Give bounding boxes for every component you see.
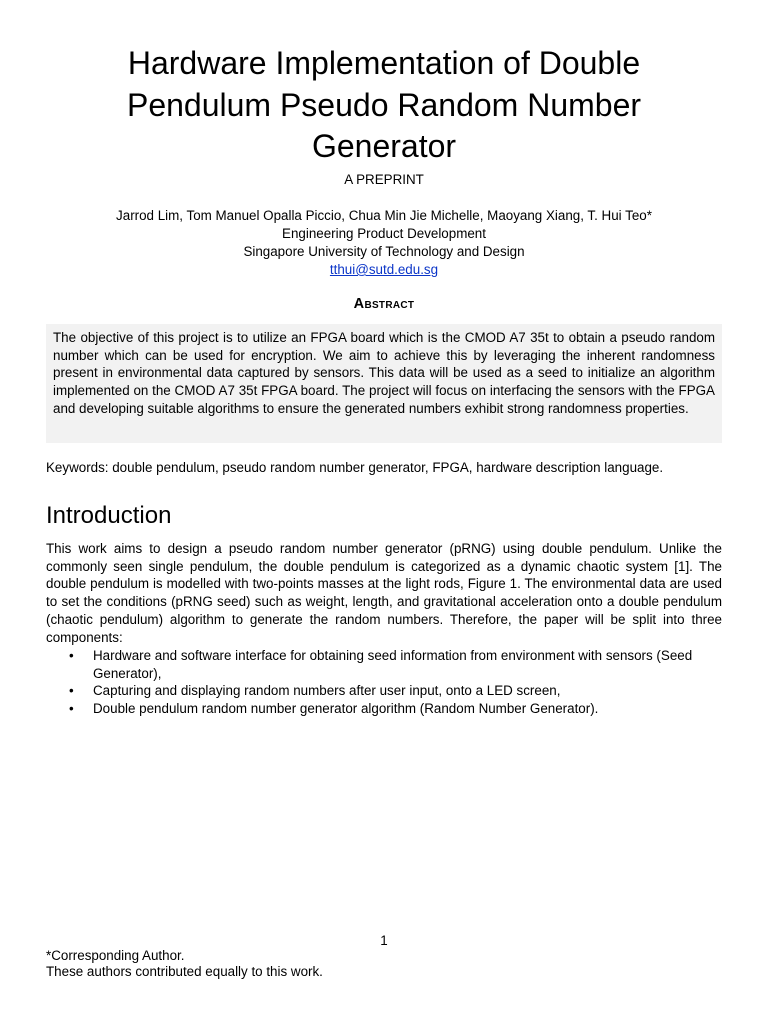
- list-item: [46, 700, 722, 718]
- abstract-heading: Abstract: [353, 296, 415, 312]
- footnote-equal-contribution: These authors contributed equally to this work.: [46, 964, 323, 979]
- keywords: Keywords: double pendulum, pseudo random number generator, FPGA, hardware description language.: [46, 460, 664, 475]
- bullet-icon: •: [69, 701, 74, 717]
- preprint-label: A PREPRINT: [344, 172, 424, 187]
- bullet-icon: •: [69, 648, 74, 663]
- list-item-text: Double pendulum random number generator algorithm (Random Number Generator).: [93, 701, 599, 717]
- list-item-text: Capturing and displaying random numbers after user input, onto a LED screen,: [93, 683, 561, 699]
- author-email-link[interactable]: tthui@sutd.edu.sg: [329, 262, 439, 277]
- author-institution: Singapore University of Technology and Design: [243, 244, 525, 259]
- footnotes: [46, 948, 722, 980]
- abstract-text: The objective of this project is to utilize an FPGA board which is the CMOD A7 35t to obtain a pseudo random number which can be used for encryption. We aim to achieve this by leveraging the inherent randomness present in environmental data captured by sensors. This data will be used as a seed to initialize an algorithm implemented on the CMOD A7 35t FPGA board. The project will focus on interfacing the sensors with the FPGA and developing suitable algorithms to ensure the generated numbers exhibit strong randomness properties.: [53, 330, 715, 416]
- abstract-box: [46, 324, 722, 443]
- list-item-text: Hardware and software interface for obtaining seed information from environment with sensors (Seed Generator),: [93, 648, 693, 681]
- paper-title: Hardware Implementation of Double Pendulum Pseudo Random Number Generator: [126, 45, 642, 164]
- author-department: Engineering Product Development: [282, 226, 486, 241]
- author-block: [0, 207, 768, 279]
- page-number: 1: [380, 933, 388, 948]
- section-heading-introduction: Introduction: [46, 502, 172, 529]
- introduction-paragraph: This work aims to design a pseudo random number generator (pRNG) using double pendulum. Unlike the commonly seen single pendulum, the double pendulum is categorized as a dynamic chaotic system [1]. The double pendulum is modelled with two-points masses at the light rods, Figure 1. The environmental data are used to set the conditions (pRNG seed) such as weight, length, and gravitational acceleration onto a double pendulum (chaotic pendulum) algorithm to generate the random numbers. Therefore, the paper will be split into three components:: [46, 541, 722, 645]
- component-list: [46, 647, 722, 718]
- list-item: [46, 647, 722, 682]
- list-item: [46, 682, 722, 700]
- footnote-corresponding-author: *Corresponding Author.: [46, 948, 185, 963]
- bullet-icon: •: [69, 683, 74, 699]
- author-names: Jarrod Lim, Tom Manuel Opalla Piccio, Chua Min Jie Michelle, Maoyang Xiang, T. Hui Teo*: [116, 208, 652, 223]
